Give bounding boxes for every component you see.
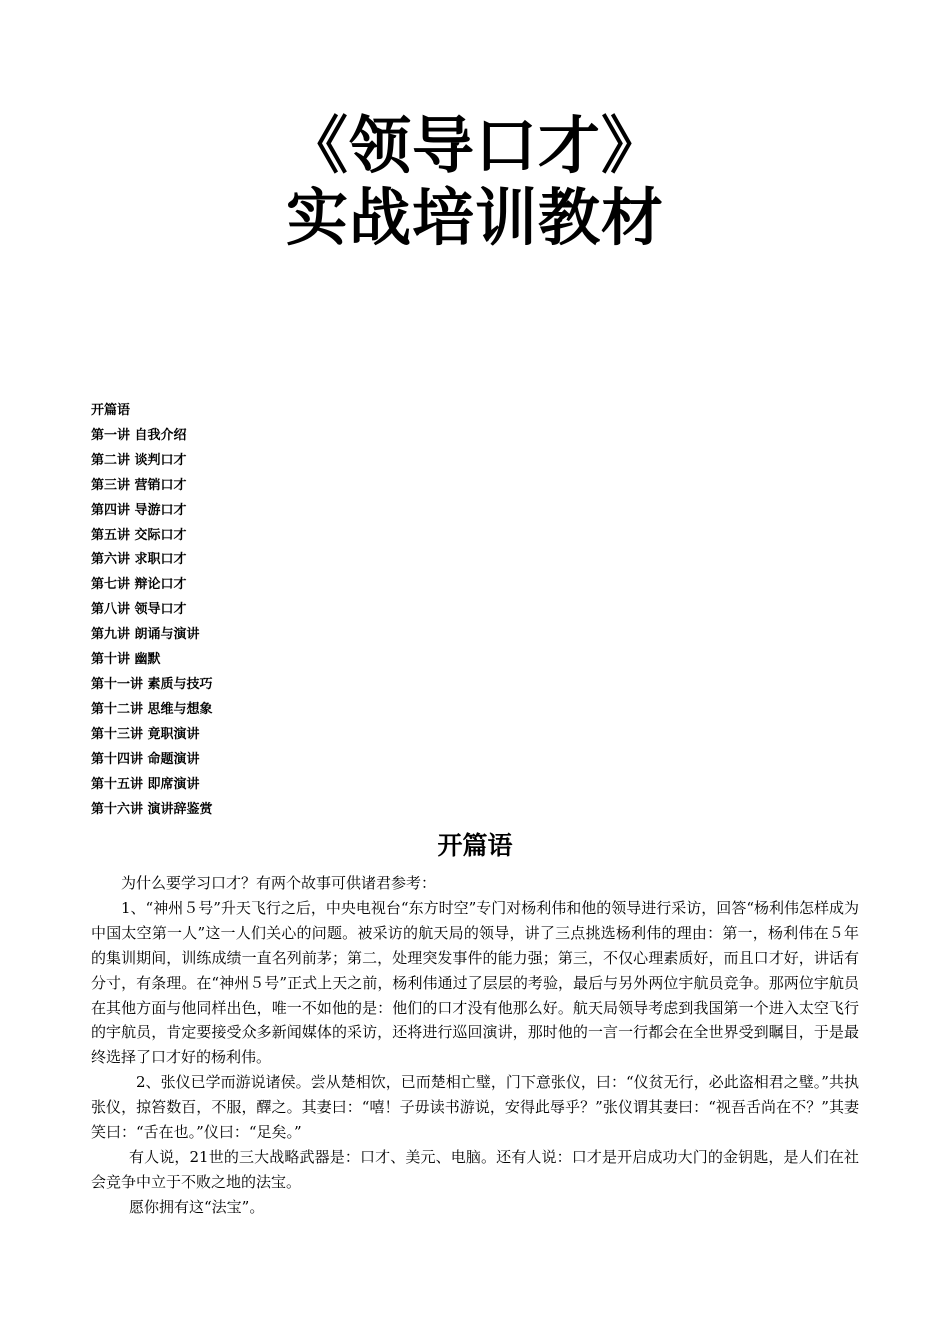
toc-item: 第九讲 朗诵与演讲 [91,627,200,643]
toc-item: 第五讲 交际口才 [91,527,187,543]
toc-item: 第八讲 领导口才 [91,602,187,618]
table-of-contents [91,399,213,822]
body-paragraph: 愿你拥有这“法宝”。 [129,1197,265,1216]
toc-item: 开篇语 [91,403,131,418]
document-title-line-1: 《领导口才》 [285,109,664,182]
toc-item: 第十讲 幽默 [91,652,161,668]
toc-item: 第十三讲 竟职演讲 [91,726,200,742]
toc-item: 第二讲 谈判口才 [91,452,187,468]
toc-item: 第六讲 求职口才 [91,552,187,568]
body-paragraph: 有人说，21世的三大战略武器是：口才、美元、电脑。还有人说：口才是开启成功大门的金钥匙，是人们在社会竞争中立于不败之地的法宝。 [91,1147,859,1191]
document-title-line-2: 实战培训教材 [285,181,664,254]
toc-item: 第七讲 辩论口才 [91,577,187,593]
toc-item: 第十一讲 素质与技巧 [91,676,213,692]
toc-item: 第十四讲 命题演讲 [91,751,200,767]
section-body [91,871,859,1220]
toc-item: 第一讲 自我介绍 [91,427,187,443]
body-paragraph: 1、“神州５号”升天飞行之后，中央电视台“东方时空”专门对杨利伟和他的领导进行采访，回答“杨利伟怎样成为中国太空第一人”这一人们关心的问题。被采访的航天局的领导，讲了三点挑选杨利伟的理由：第一，杨利伟在５年的集训期间，训练成绩一直名列前茅；第二，处理突发事件的能力强；第三，不仅心理素质好，而且口才好，讲话有分寸，有条理。在“神州５号”正式上天之前，杨利伟通过了层层的考验，最后与另外两位宇航员竞争。那两位宇航员在其他方面与他同样出色，唯一不如他的是：他们的口才没有他那么好。航天局领导考虑到我国第一个进入太空飞行的宇航员，肯定要接受众多新闻媒体的采访，还将进行巡回演讲，那时他的一言一行都会在全世界受到瞩目，于是最终选择了口才好的杨利伟。 [91,898,859,1067]
toc-item: 第四讲 导游口才 [91,502,187,518]
body-paragraph: 为什么要学习口才？有两个故事可供诸君参考： [121,874,437,892]
section-heading: 开篇语 [437,831,513,860]
toc-item: 第三讲 营销口才 [91,477,187,493]
toc-item: 第十二讲 思维与想象 [91,701,213,717]
toc-item: 第十六讲 演讲辞鉴赏 [91,801,213,817]
toc-item: 第十五讲 即席演讲 [91,776,200,792]
body-paragraph: 2、张仪已学而游说诸侯。尝从楚相饮，已而楚相亡璧，门下意张仪，曰：“仪贫无行，必此盗相君之璧。”共执张仪，掠笞数百，不服，醳之。其妻曰：“嘻！子毋读书游说，安得此辱乎？”张仪谓其妻曰：“视吾舌尚在不？”其妻笑曰：“舌在也。”仪曰：“足矣。” [91,1073,859,1142]
